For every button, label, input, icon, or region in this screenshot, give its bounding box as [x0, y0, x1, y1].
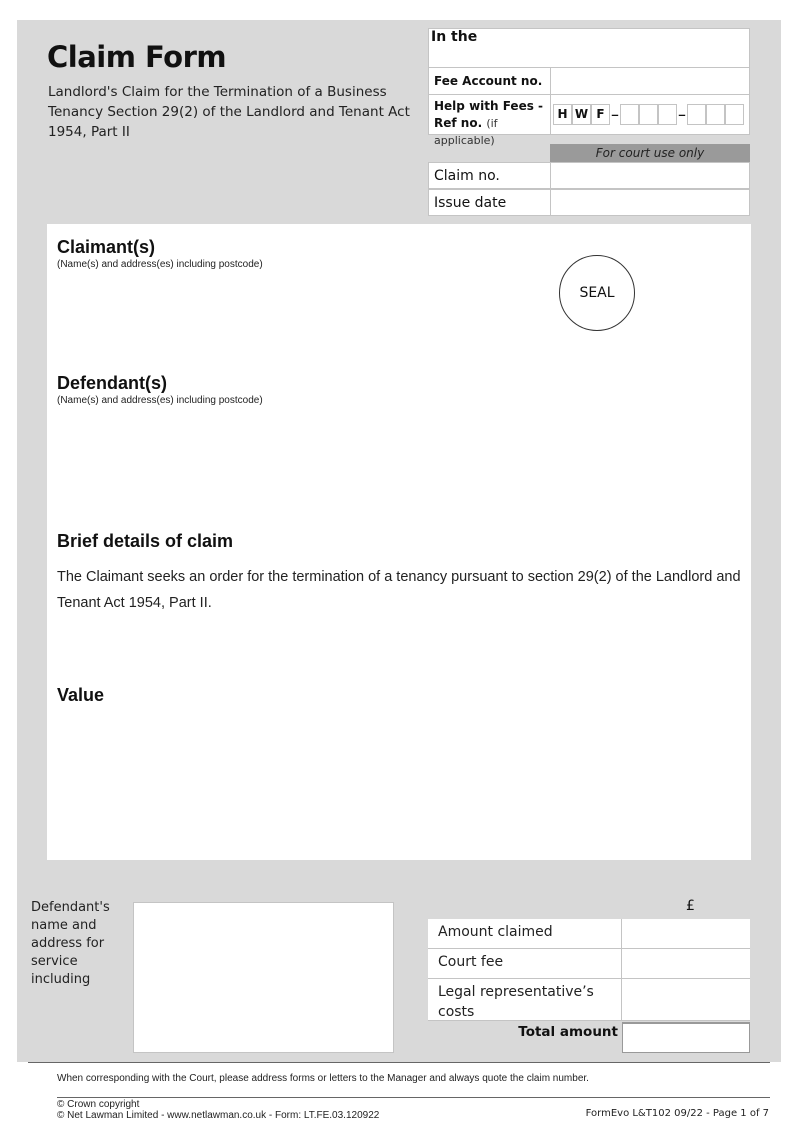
hwf-digit-5[interactable] [706, 104, 725, 125]
fee-account-label: Fee Account no. [429, 68, 551, 94]
hwf-digit-2[interactable] [639, 104, 658, 125]
amount-claimed-label: Amount claimed [428, 919, 622, 948]
defendants-subtitle: (Name(s) and address(es) including postcode) [57, 395, 263, 406]
value-title: Value [57, 685, 105, 705]
hwf-dash-1: – [611, 107, 619, 122]
help-with-fees-label [429, 95, 551, 147]
hwf-digit-6[interactable] [725, 104, 744, 125]
hwf-letter-w: W [572, 104, 591, 125]
amounts-table [428, 919, 750, 1053]
brief-details-text: The Claimant seeks an order for the termination of a tenancy pursuant to section 29(2) of the Landlord and Tenant Act 1954, Part II. [57, 569, 741, 611]
brief-details-title: Brief details of claim [57, 531, 234, 551]
if-applicable-text: (if applicable) [434, 117, 498, 147]
crown-copyright: © Crown copyright [57, 1099, 140, 1110]
hwf-digit-1[interactable] [620, 104, 639, 125]
footer-note: When corresponding with the Court, please address forms or letters to the Manager and always quote the claim number. [57, 1073, 589, 1084]
help-with-fees-text: Help with Fees - [434, 99, 544, 113]
hwf-letter-h: H [553, 104, 572, 125]
court-use-only-banner: For court use only [550, 144, 750, 162]
defendants-title: Defendant(s) [57, 373, 168, 393]
claimants-title: Claimant(s) [57, 237, 156, 257]
footer-divider-bottom [57, 1097, 770, 1098]
claim-no-row[interactable] [428, 162, 750, 189]
currency-symbol: £ [686, 898, 695, 914]
claim-no-label: Claim no. [429, 163, 551, 188]
in-the-label: In the [431, 29, 478, 45]
hwf-letter-f: F [591, 104, 610, 125]
total-amount-label: Total amount [518, 1024, 618, 1040]
footer-divider-top [28, 1062, 770, 1063]
issue-date-label: Issue date [429, 190, 551, 215]
ref-no-text: Ref no. [434, 116, 483, 130]
total-amount-field[interactable] [622, 1022, 750, 1053]
amount-claimed-row[interactable] [428, 919, 750, 949]
legal-costs-label: Legal representative’s costs [428, 979, 622, 1020]
hwf-digit-4[interactable] [687, 104, 706, 125]
court-fee-label: Court fee [428, 949, 622, 978]
service-address-label: Defendant's name and address for service including [31, 900, 110, 987]
form-subtitle: Landlord's Claim for the Termination of a Business Tenancy Section 29(2) of the Landlord and Tenant Act 1954, Part II [48, 84, 410, 140]
service-address-field[interactable] [133, 902, 394, 1053]
legal-costs-row[interactable] [428, 979, 750, 1021]
seal-stamp: SEAL [559, 255, 635, 331]
total-amount-row [428, 1021, 750, 1053]
court-name-field[interactable] [428, 28, 750, 68]
hwf-digit-3[interactable] [658, 104, 677, 125]
claimants-subtitle: (Name(s) and address(es) including postcode) [57, 259, 263, 270]
court-fee-row[interactable] [428, 949, 750, 979]
issue-date-row[interactable] [428, 189, 750, 216]
fee-account-row[interactable] [428, 68, 750, 95]
netlawman-copyright: © Net Lawman Limited - www.netlawman.co.uk - Form: LT.FE.03.120922 [57, 1110, 380, 1121]
hwf-reference-input[interactable] [553, 104, 744, 125]
page-title: Claim Form [47, 40, 227, 74]
claim-details-panel [47, 224, 751, 860]
hwf-dash-2: – [678, 107, 686, 122]
page-reference: FormEvo L&T102 09/22 - Page 1 of 7 [585, 1108, 769, 1119]
